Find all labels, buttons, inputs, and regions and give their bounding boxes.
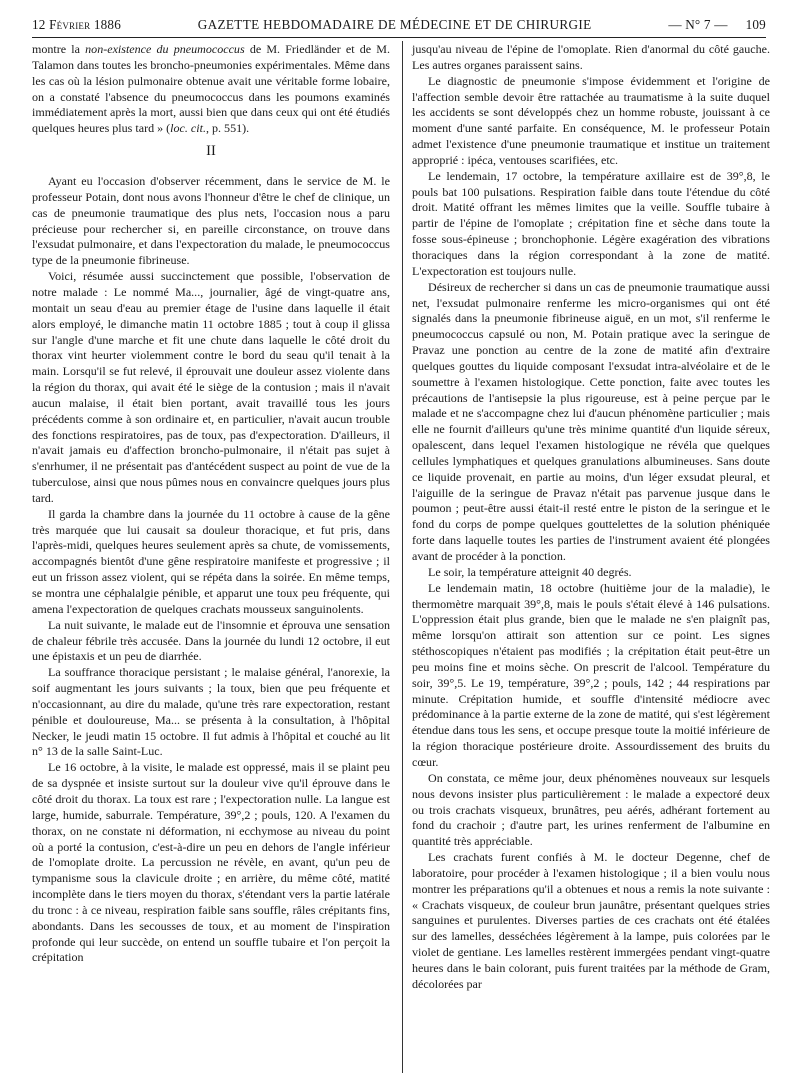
header-issue-number: — N° 7 — bbox=[668, 17, 728, 32]
left-column bbox=[32, 42, 390, 966]
paragraph: Le lendemain, 17 octobre, la température axillaire est de 39°,8, le pouls bat 100 pulsations. Respiration faible dans toute l'étendue du côté droit. Matité offrant les mêmes limites que la veille. Souffle tubaire à partir de l'épine de l'omoplate ; crépitation fine et sèche dans toute la fosse sous-épineuse ; bronchophonie. Légère exagération des vibrations thoraciques dans la région correspondant à la zone de matité. L'expectoration est toujours nulle. bbox=[412, 168, 770, 278]
header-date: 12 Février 1886 bbox=[32, 17, 121, 32]
paragraph: Voici, résumée aussi succinctement que possible, l'observation de notre malade : Le nommé Ma..., journalier, âgé de vingt-quatre ans, montait un seau d'eau au premier étage de l'usine dans laquelle il était alors employé, le dimanche matin 11 octobre 1885 ; tout à coup il glissa sur l'angle d'une marche et fit une chute dans laquelle le côté droit du thorax vint heurter violemment contre le bord du seau qu'il tenait à la main. Lorsqu'il se fut relevé, il éprouvait une douleur assez violente dans la région du thorax, qui avait été le siège de la contusion ; mais il n'avait aucun malaise, il était bien portant, avait travaillé tous les jours précédents comme à son ordinaire et, en particulier, n'avait aucun trouble des fonctions respiratoires, pas de toux, pas d'expectoration. D'ailleurs, il n'avait jamais eu d'affection broncho-pulmonaire, il n'était pas sujet à s'enrhumer, il ne présentait pas d'antécédent suspect au point de vue de la tuberculose, ainsi que nous pûmes nous en convaincre quelques jours plus tard. bbox=[32, 269, 390, 505]
header-numbering bbox=[668, 17, 766, 33]
paragraph: jusqu'au niveau de l'épine de l'omoplate. Rien d'anormal du côté gauche. Les autres organes paraissent sains. bbox=[412, 42, 770, 72]
column-divider bbox=[402, 41, 403, 1073]
section-heading: II bbox=[206, 143, 216, 160]
running-header bbox=[32, 14, 766, 36]
paragraph: Désireux de rechercher si dans un cas de pneumonie traumatique aussi net, l'exsudat pulmonaire renferme les micro-organismes qui ont été signalés dans la pneumonie fibrineuse aiguë, en un mot, s'il renferme le pneumococcus capsulé ou non, M. Potain pratique avec la seringue de Pravaz une ponction au centre de la zone de matité afin d'extraire quelques gouttes du liquide composant l'exsudat intra-alvéolaire et de le soumettre à l'examen histologique. Cette ponction, faite avec toutes les précautions de l'antisepsie la plus rigoureuse, est à peine perçue par le malade et ne s'accompagne chez lui d'aucun phénomène particulier ; mais elle ne fournit d'ailleurs qu'une très minime quantité d'un liquide séreux, opalescent, dans lequel l'examen histologique ne révéla que quelques cellules lymphatiques et quelques granulations albumineuses. Sans doute ce liquide provenait, en partie au moins, d'un léger exsudat pleural, et l'aiguille de la seringue de Pravaz n'était pas parvenue jusque dans le poumon ; peut-être aussi était-il resté entre le piston de la seringue et le fond du corps de pompe quelques gouttelettes de la solution phéniquée forte dans laquelle toutes les parties de l'instrument avaient été plongées avant de procéder à la ponction. bbox=[412, 279, 770, 563]
paragraph: Ayant eu l'occasion d'observer récemment, dans le service de M. le professeur Potain, dont nous avons l'honneur d'être le chef de clinique, un cas de pneumonie traumatique des plus nets, l'occasion nous a paru précieuse pour rechercher si, en pareille circonstance, on trouve dans l'exsudat pulmonaire, et dans l'expectoration du malade, le pneumococcus type de la pneumonie fibrineuse. bbox=[32, 174, 390, 268]
paragraph: Le diagnostic de pneumonie s'impose évidemment et l'origine de l'affection semble devoir être rattachée au traumatisme à la suite duquel les accidents se sont développés chez un homme robuste, jouissant à ce moment d'une santé parfaite. En conséquence, M. le professeur Potain admet l'existence d'une pneumonie traumatique et institue un traitement approprié : ipéca, ventouses scarifiées, etc. bbox=[412, 73, 770, 167]
citation-italic: loc. cit. bbox=[170, 121, 206, 136]
paragraph: Le lendemain matin, 18 octobre (huitième jour de la maladie), le thermomètre marquait 39°,8, mais le pouls s'était élevé à 146 pulsations. L'oppression était plus grande, bien que le malade ne s'en plaignît pas, même lorsqu'on attirait son attention sur ce point. Les signes stéthoscopiques n'étaient pas modifiés ; la crépitation était peut-être un peu moins fine et moins sèche. On prescrit de l'alcool. Température du soir, 39°,5. Le 19, température, 39°,2 ; pouls, 142 ; 44 respirations par minute. Crépitation humide, et souffle d'intensité médiocre avec prédominance à la partie externe de la zone de matité, qui s'est légèrement étendue dans tous les sens, et occupe presque toute la moitié inférieure de la région thoracique postérieure droite. Assourdissement des bruits du cœur. bbox=[412, 580, 770, 769]
paragraph: Les crachats furent confiés à M. le docteur Degenne, chef de laboratoire, pour procéder à l'examen histologique ; il a bien voulu nous montrer les préparations qu'il a obtenues et nous a remis la note suivante : « Crachats visqueux, de couleur brun jaunâtre, présentant quelques stries sanguines et purulentes. Diverses parties de ces crachats ont été étalées sur des lamelles, desséchées légèrement à la lampe, puis colorées par le violet de gentiane. Les lamelles restèrent immergées pendant vingt-quatre heures dans le bain colorant, puis furent traitées par la méthode de Gram, décolorées par bbox=[412, 850, 770, 991]
italic-term: non-existence du pneumococcus bbox=[85, 42, 245, 56]
header-page-number: 109 bbox=[745, 17, 766, 32]
paragraph: Le 16 octobre, à la visite, le malade est oppressé, mais il se plaint peu de sa dyspnée et insiste surtout sur la douleur vive qu'il éprouve dans le côté droit du thorax. La toux est rare ; l'expectoration nulle. La langue est large, humide, saburrale. Température, 39°,2 ; pouls, 120. A l'examen du thorax, on ne constate ni déformation, ni ecchymose au niveau du point où a porté la contusion, c'est-à-dire un peu en dehors de l'angle inférieur de l'omoplate droite. La percussion ne révèle, en avant, qu'un peu de tympanisme sous la clavicule droite ; en arrière, du même côté, matité incomplète dans le tiers moyen du thorax, s'étendant vers la partie latérale du tronc : à ce niveau, respiration faible sans souffle, râles crépitants fins, abondants. Dans les secousses de toux, et au moment de l'inspiration profonde qui leur succède, on entend un souffle tubaire et l'on perçoit la crépitation bbox=[32, 760, 390, 965]
right-column bbox=[412, 42, 770, 993]
paragraph: La souffrance thoracique persistant ; le malaise général, l'anorexie, la soif augmentant les jours suivants ; la toux, bien que peu fréquente et n'occasionnant, au dire du malade, qu'une très rare expectoration, restant pénible et douloureuse, Ma... se présenta à la consultation, à l'hôpital Necker, le jeudi matin 15 octobre. Il fut admis à l'hôpital et couché au lit n° 13 de la salle Saint-Luc. bbox=[32, 665, 390, 759]
paragraph: On constata, ce même jour, deux phénomènes nouveaux sur lesquels nous devons insister plus particulièrement : le malade a expectoré deux ou trois crachats visqueux, brunâtres, peu aérés, adhérant fortement au fond du crachoir ; d'autre part, les urines renferment de l'albumine en quantité très appréciable. bbox=[412, 770, 770, 849]
paragraph: Il garda la chambre dans la journée du 11 octobre à cause de la gêne très marquée que lui causait sa douleur thoracique, et fut pris, dans l'après-midi, quelques heures seulement après sa chute, de vomissements, accompagnés bientôt d'une gêne respiratoire manifeste et progressive ; il eut un frisson assez violent, qui se répéta dans la soirée. En même temps, se montra une céphalalgie pénible, et apparut une toux peu fréquente, qui amena l'expectoration de quelques crachats mousseux sanguinolents. bbox=[32, 506, 390, 616]
paragraph: La nuit suivante, le malade eut de l'insomnie et éprouva une sensation de chaleur fébrile très accusée. Dans la journée du lundi 12 octobre, il eut une épistaxis et un peu de diarrhée. bbox=[32, 617, 390, 664]
header-journal-title: GAZETTE HEBDOMADAIRE DE MÉDECINE ET DE CHIRURGIE bbox=[197, 17, 592, 32]
paragraph: Le soir, la température atteignit 40 degrés. bbox=[428, 564, 632, 579]
header-rule bbox=[32, 37, 766, 38]
paragraph: montre la non-existence du pneumococcus de M. Friedländer et de M. Talamon dans toutes les broncho-pneumonies expérimentales. Même dans les cas où la lésion pulmonaire obtenue avait une véritable forme lobaire, on a constaté l'absence du pneumococcus dans les poumons examinés immédiatement après la mort, aussi bien que dans ceux qui ont été étudiés quelques heures plus tard » (loc. cit., p. 551). bbox=[32, 42, 391, 136]
